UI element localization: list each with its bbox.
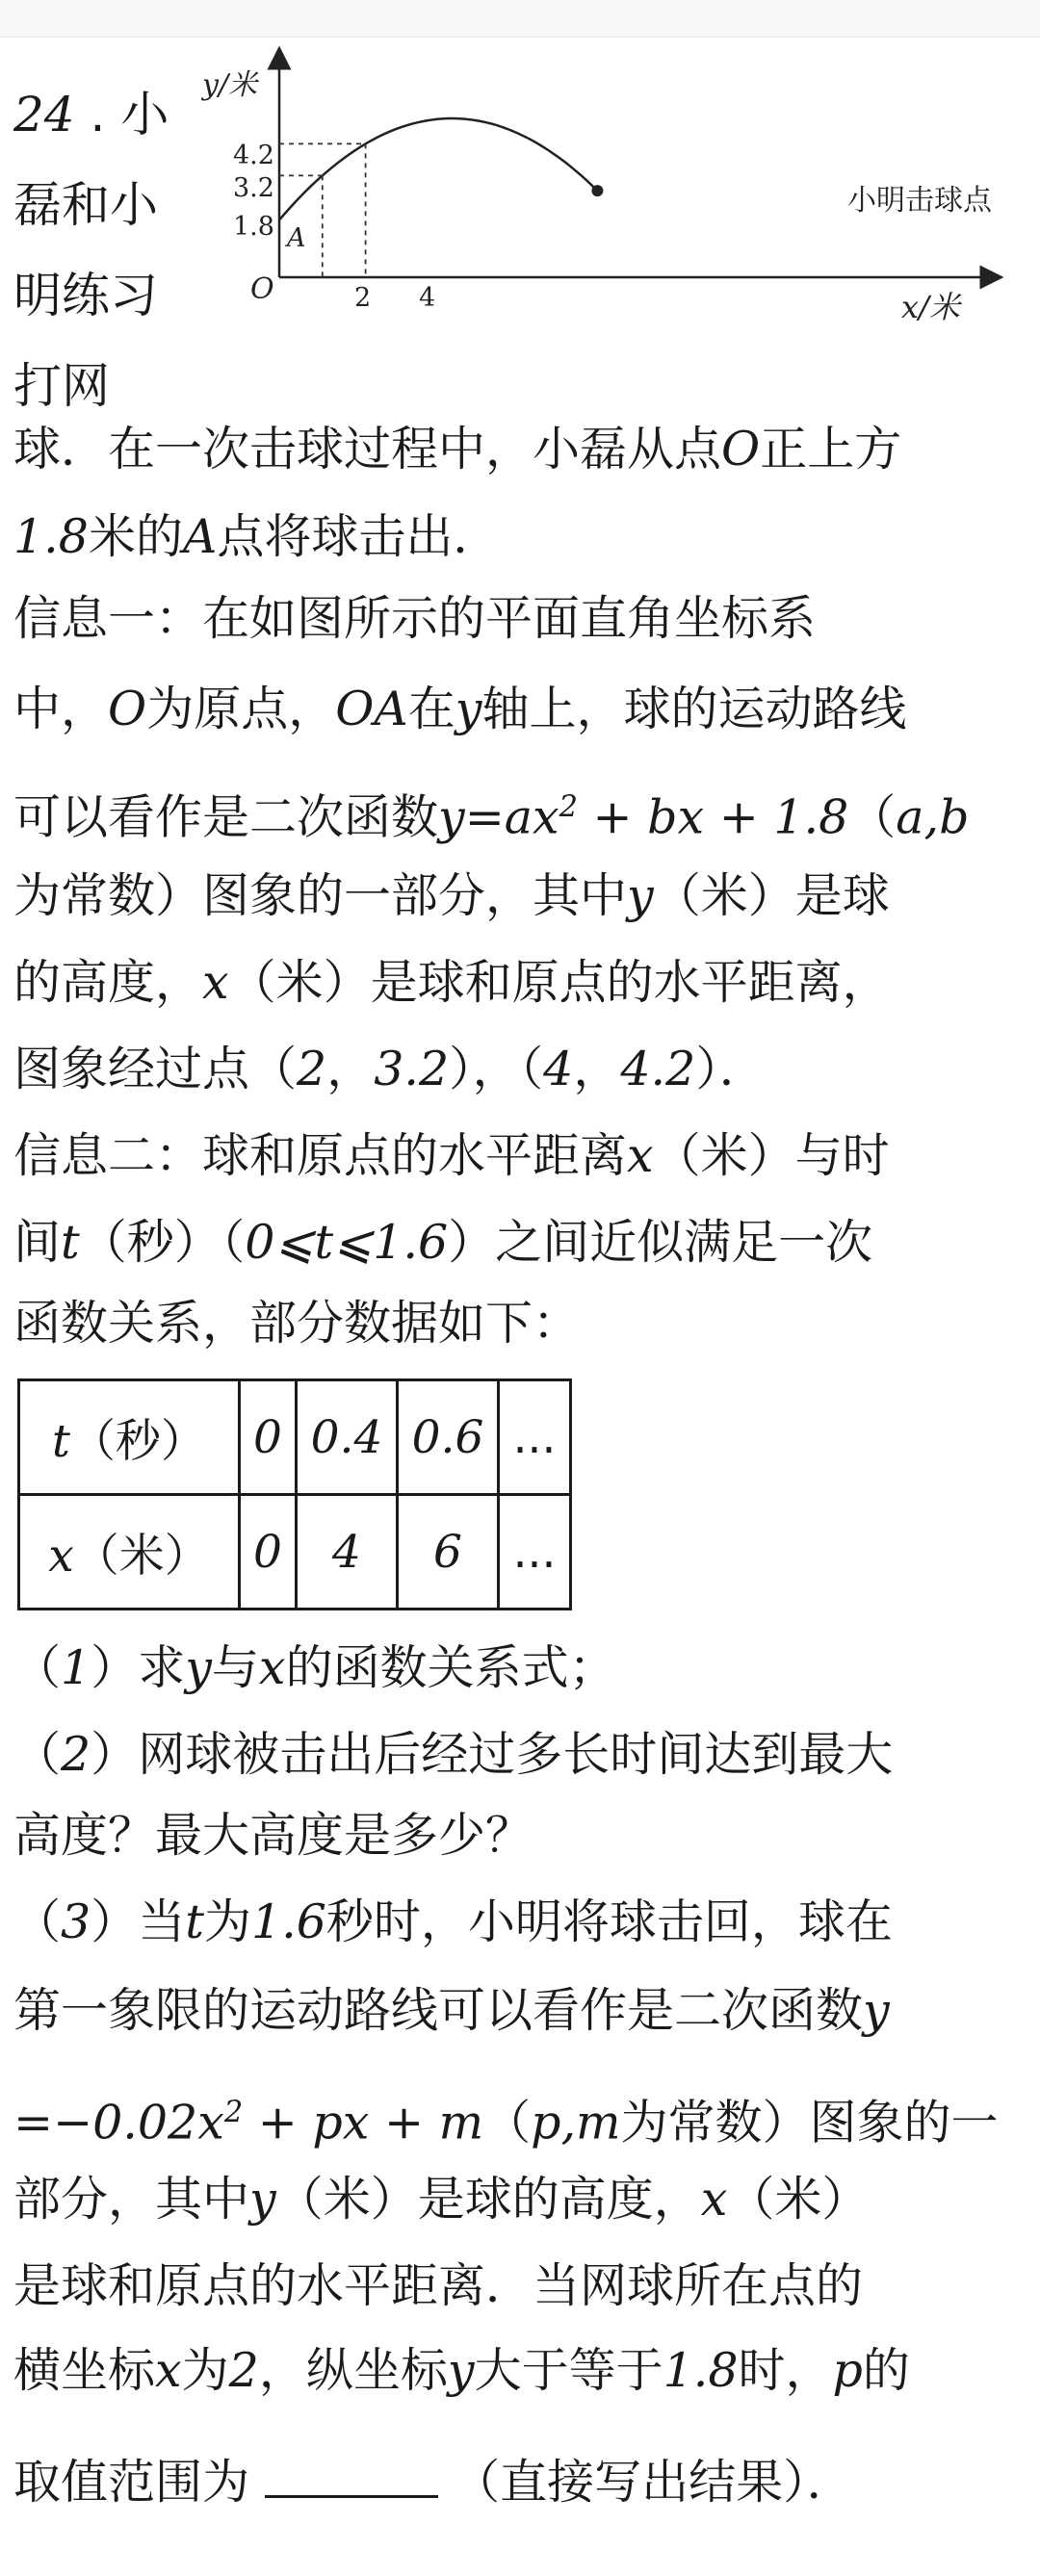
table-row <box>19 1495 571 1610</box>
table-header-x: x（米） <box>19 1495 240 1610</box>
info2-line-2: 间t（秒）（0⩽t⩽1.6）之间近似满足一次 <box>13 1215 873 1270</box>
y-tick-1-8: 1.8 <box>233 212 274 242</box>
q3-line-3: $=-0.02x^2$ + px + m（p,m为常数）图象的一 <box>13 2095 999 2151</box>
answer-blank[interactable] <box>265 2459 438 2498</box>
intro-line-2: 1.8米的A点将球击出． <box>13 509 501 564</box>
data-table <box>17 1378 572 1610</box>
table-cell: ... <box>499 1380 571 1495</box>
q3-line-7: 取值范围为 （直接写出结果）． <box>13 2455 854 2510</box>
table-cell: 0 <box>240 1495 297 1610</box>
heading-line-2: 磊和小 <box>13 177 158 233</box>
curve-layer <box>279 118 603 277</box>
table-cell: 0 <box>240 1380 297 1495</box>
table-cell: ... <box>499 1495 571 1610</box>
table-header-t: t（秒） <box>19 1380 240 1495</box>
intro-line-1: 球．在一次击球过程中，小磊从点O正上方 <box>13 422 902 477</box>
heading-line-3: 明练习 <box>13 268 158 323</box>
hit-point-dot <box>591 185 603 196</box>
hit-point-label: 小明击球点 <box>847 184 992 218</box>
top-bar <box>0 0 1040 38</box>
point-a-label: A <box>287 223 306 253</box>
table-row <box>19 1380 571 1495</box>
q3-line-1: （3）当t为1.6秒时，小明将球击回，球在 <box>13 1894 893 1949</box>
q1-line: （1）求y与x的函数关系式； <box>13 1640 616 1695</box>
info1-line-6: 图象经过点（2，3.2），（4，4.2）． <box>13 1042 767 1096</box>
info1-line-2: 中，O为原点，OA在y轴上，球的运动路线 <box>13 682 907 736</box>
info1-line-5: 的高度，x（米）是球和原点的水平距离， <box>13 955 890 1010</box>
info2-line-3: 函数关系，部分数据如下： <box>13 1296 581 1351</box>
x-tick-2: 2 <box>354 283 372 313</box>
info2-line-1: 信息二：球和原点的水平距离x（米）与时 <box>13 1128 890 1183</box>
q3-line-5: 是球和原点的水平距离．当网球所在点的 <box>13 2258 864 2313</box>
y-tick-3-2: 3.2 <box>233 173 274 203</box>
info1-line-1: 信息一：在如图所示的平面直角坐标系 <box>13 591 817 646</box>
x-tick-4: 4 <box>419 283 436 313</box>
info1-line-4: 为常数）图象的一部分，其中y（米）是球 <box>13 868 890 923</box>
y-axis-label: y/米 <box>202 68 258 102</box>
question-heading <box>13 69 206 431</box>
q3-line-2: 第一象限的运动路线可以看作是二次函数y <box>13 1983 890 2038</box>
question-number: 24 <box>13 87 75 142</box>
parabola-graph <box>183 46 1040 325</box>
table-cell: 4 <box>297 1495 398 1610</box>
origin-label: O <box>250 272 274 306</box>
x-axis-label: x/米 <box>901 289 960 325</box>
ball-trajectory-curve <box>279 118 597 220</box>
q3-line-6: 横坐标x为2，纵坐标y大于等于1.8时，p的 <box>13 2343 910 2398</box>
y-tick-4-2: 4.2 <box>233 141 274 170</box>
info1-line-3: 可以看作是二次函数$y=ax^2$ + bx + 1.8（a,b <box>13 789 970 845</box>
q2-line-1: （2）网球被击出后经过多长时间达到最大 <box>13 1727 894 1782</box>
q3-line-4: 部分，其中y（米）是球的高度，x（米） <box>13 2172 870 2227</box>
table-cell: 0.6 <box>398 1380 499 1495</box>
heading-line-4: 打网 <box>13 358 110 414</box>
heading-line-1: . 小 <box>90 87 169 142</box>
table-cell: 0.4 <box>297 1380 398 1495</box>
q2-line-2: 高度？最大高度是多少？ <box>13 1808 533 1863</box>
table-cell: 6 <box>398 1495 499 1610</box>
